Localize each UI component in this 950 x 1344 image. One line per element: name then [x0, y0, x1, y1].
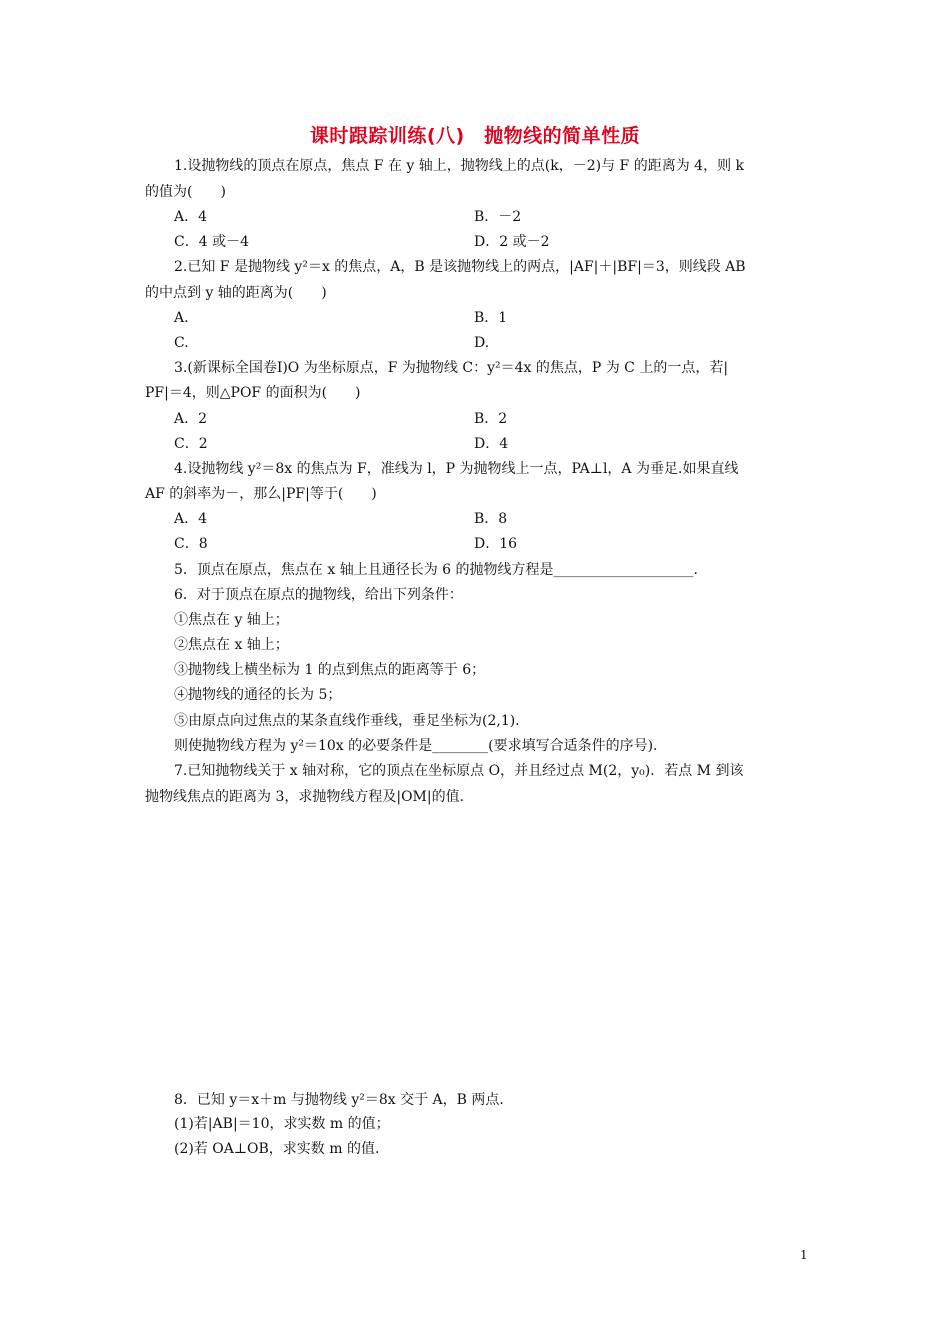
q1-stem-line1: 1.设抛物线的顶点在原点，焦点 F 在 y 轴上，抛物线上的点(k，－2)与 F 的距离为 4，则 k: [174, 158, 744, 174]
q2-option-d: D.: [474, 335, 490, 351]
q3-option-a: A．2: [174, 411, 208, 427]
q6-stem: 6．对于顶点在原点的抛物线，给出下列条件：: [174, 587, 463, 603]
q4-stem-line1: 4.设抛物线 y²＝8x 的焦点为 F，准线为 l，P 为抛物线上一点，PA⊥l，A 为垂足.如果直线: [174, 461, 739, 477]
q8-part-2: (2)若 OA⊥OB，求实数 m 的值.: [174, 1141, 380, 1157]
q6-condition-4: ④抛物线的通径的长为 5；: [174, 687, 342, 703]
q6-ask: 则使抛物线方程为 y²＝10x 的必要条件是________(要求填写合适条件的序号).: [174, 738, 658, 754]
q1-stem-line2: 的值为( ): [145, 184, 226, 200]
q7-line1: 7.已知抛物线关于 x 轴对称，它的顶点在坐标原点 O，并且经过点 M(2，y₀)．若点 M 到该: [174, 763, 744, 779]
q2-option-b: B．1: [474, 310, 508, 326]
q7-line2: 抛物线焦点的距离为 3，求抛物线方程及|OM|的值.: [145, 789, 465, 805]
q4-option-c: C．8: [174, 536, 208, 552]
q1-option-c: C．4 或－4: [174, 234, 249, 250]
page-number: 1: [800, 1248, 808, 1262]
q5-text: 5．顶点在原点，焦点在 x 轴上且通径长为 6 的抛物线方程是____________________.: [174, 562, 698, 578]
q4-option-a: A．4: [174, 511, 208, 527]
q8-part-1: (1)若|AB|＝10，求实数 m 的值；: [174, 1116, 390, 1132]
q6-condition-1: ①焦点在 y 轴上；: [174, 612, 289, 628]
q2-stem-line1: 2.已知 F 是抛物线 y²＝x 的焦点，A，B 是该抛物线上的两点，|AF|＋|BF|＝3，则线段 AB: [174, 259, 746, 275]
q2-stem-line2: 的中点到 y 轴的距离为( ): [145, 285, 327, 301]
q1-option-b: B．－2: [474, 209, 522, 225]
q2-option-c: C.: [174, 335, 189, 351]
q8-stem: 8．已知 y＝x＋m 与抛物线 y²＝8x 交于 A，B 两点.: [174, 1092, 504, 1108]
q4-option-d: D．16: [474, 536, 518, 552]
q3-option-b: B．2: [474, 411, 508, 427]
q6-condition-5: ⑤由原点向过焦点的某条直线作垂线，垂足坐标为(2,1).: [174, 713, 520, 729]
q1-option-d: D．2 或－2: [474, 234, 550, 250]
q3-stem-line1: 3.(新课标全国卷Ⅰ)O 为坐标原点，F 为抛物线 C：y²＝4x 的焦点，P 为 C 上的一点，若|: [174, 360, 729, 376]
q4-stem-line2: AF 的斜率为－，那么|PF|等于( ): [145, 486, 377, 502]
q1-option-a: A．4: [174, 209, 208, 225]
q3-option-d: D．4: [474, 436, 509, 452]
q2-option-a: A.: [174, 310, 189, 326]
q4-option-b: B．8: [474, 511, 508, 527]
q6-condition-2: ②焦点在 x 轴上；: [174, 637, 289, 653]
page-title: 课时跟踪训练(八) 抛物线的简单性质: [309, 125, 641, 147]
q6-condition-3: ③抛物线上横坐标为 1 的点到焦点的距离等于 6；: [174, 662, 486, 678]
q3-stem-line2: PF|＝4，则△POF 的面积为( ): [145, 385, 361, 401]
q3-option-c: C．2: [174, 436, 208, 452]
